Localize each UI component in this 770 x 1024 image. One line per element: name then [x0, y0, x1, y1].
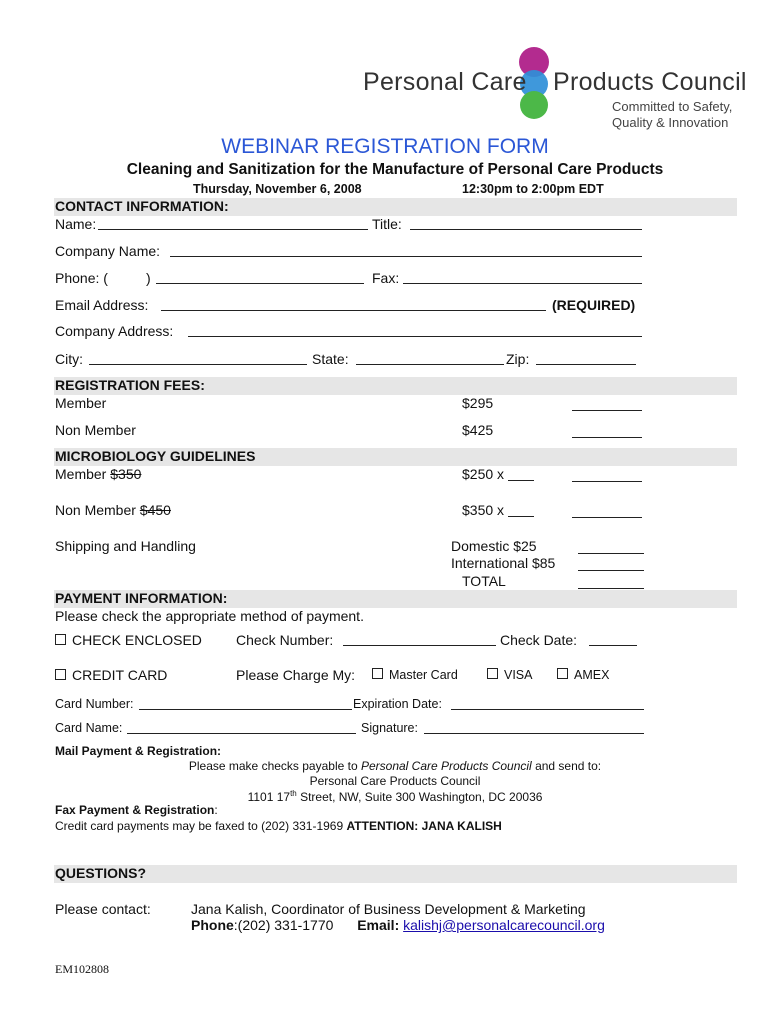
contact-heading: CONTACT INFORMATION: [55, 198, 229, 214]
mail-line-2: Personal Care Products Council [309, 774, 481, 788]
questions-band [54, 865, 737, 883]
signature-label: Signature: [361, 721, 418, 735]
form-subtitle: Cleaning and Sanitization for the Manufacture of Personal Care Products [126, 161, 664, 178]
charge-label: Please Charge My: [236, 667, 356, 683]
mail-payee: Personal Care Products Council [360, 759, 532, 773]
mastercard-option[interactable] [372, 668, 458, 682]
fax-payment-line-text: Credit card payments may be faxed to (202) 331-1969 [55, 819, 344, 833]
phone-label: Phone: ( [55, 270, 108, 286]
mail-line-1 [0, 759, 770, 773]
fees-nonmember-price: $425 [462, 422, 494, 438]
amex-checkbox[interactable] [557, 668, 568, 679]
mail-line-3-pre: 1101 17 [247, 790, 291, 804]
check-number-label: Check Number: [236, 632, 334, 648]
micro-nonmember-price: $350 x [462, 502, 505, 518]
zip-field[interactable] [536, 364, 636, 365]
visa-label: VISA [504, 668, 533, 682]
company-label: Company Name: [55, 243, 161, 259]
credit-card-checkbox[interactable] [55, 669, 66, 680]
address-label: Company Address: [55, 323, 174, 339]
city-label: City: [55, 351, 83, 367]
total-field[interactable] [578, 588, 644, 589]
logo-tagline-2: Quality & Innovation [612, 115, 729, 130]
mail-heading: Mail Payment & Registration: [55, 744, 222, 758]
fees-member-amount-field[interactable] [572, 410, 642, 411]
card-number-field[interactable] [139, 709, 352, 710]
fax-payment-line [55, 819, 502, 833]
contact-person: Jana Kalish, Coordinator of Business Development & Marketing [191, 901, 586, 917]
title-label: Title: [372, 216, 402, 232]
fax-payment-heading-colon: : [214, 803, 218, 817]
amex-label: AMEX [574, 668, 610, 682]
card-number-label: Card Number: [55, 697, 134, 711]
questions-heading: QUESTIONS? [55, 865, 147, 881]
email-field[interactable] [161, 310, 546, 311]
fees-nonmember-amount-field[interactable] [572, 437, 642, 438]
check-date-field[interactable] [589, 645, 637, 646]
card-name-field[interactable] [127, 733, 356, 734]
mail-line-3-sup: th [290, 789, 297, 798]
fax-payment-heading [55, 803, 218, 817]
micro-nonmember-old-price: $450 [139, 502, 171, 518]
shipping-international-field[interactable] [578, 570, 644, 571]
micro-member-amount-field[interactable] [572, 481, 642, 482]
state-label: State: [312, 351, 349, 367]
amex-option[interactable] [557, 668, 609, 682]
logo-tagline-1: Committed to Safety, [612, 99, 733, 114]
mastercard-label: Master Card [389, 668, 458, 682]
footer-code: EM102808 [55, 962, 109, 976]
micro-nonmember-qty-field[interactable] [508, 516, 534, 517]
expiration-label: Expiration Date: [353, 697, 442, 711]
fax-payment-heading-text: Fax Payment & Registration [55, 803, 215, 817]
fees-member-price: $295 [462, 395, 494, 411]
card-name-label: Card Name: [55, 721, 123, 735]
micro-nonmember-text: Non Member [55, 502, 136, 518]
state-field[interactable] [356, 364, 504, 365]
phone-field[interactable] [156, 283, 364, 284]
shipping-international: International $85 [451, 555, 556, 571]
credit-card-label: CREDIT CARD [72, 667, 168, 683]
form-title: WEBINAR REGISTRATION FORM [221, 135, 549, 158]
payment-heading: PAYMENT INFORMATION: [55, 590, 228, 606]
micro-member-old-price: $350 [110, 466, 142, 482]
contact-details: Phone:(202) 331-1770 Email: kalishj@personalcarecouncil.org [191, 917, 605, 933]
contact-prompt: Please contact: [55, 901, 151, 917]
shipping-domestic: Domestic $25 [451, 538, 537, 554]
fax-label: Fax: [372, 270, 400, 286]
visa-checkbox[interactable] [487, 668, 498, 679]
email-label-bold: Email [357, 917, 395, 933]
contact-phone: :(202) 331-1770 [233, 917, 334, 933]
check-enclosed-label: CHECK ENCLOSED [72, 632, 202, 648]
fees-member-label: Member [55, 395, 107, 411]
event-time: 12:30pm to 2:00pm EDT [462, 182, 604, 196]
visa-option[interactable] [487, 668, 533, 682]
name-field[interactable] [98, 229, 368, 230]
mail-line-1-post: and send to: [535, 759, 602, 773]
fax-attention: ATTENTION: JANA KALISH [346, 819, 502, 833]
company-field[interactable] [170, 256, 642, 257]
city-field[interactable] [89, 364, 307, 365]
micro-member-qty-field[interactable] [508, 480, 534, 481]
micro-member-label [55, 466, 141, 482]
expiration-field[interactable] [451, 709, 644, 710]
total-label: TOTAL [462, 573, 506, 589]
shipping-domestic-field[interactable] [578, 553, 644, 554]
micro-nonmember-amount-field[interactable] [572, 517, 642, 518]
check-enclosed-checkbox[interactable] [55, 634, 66, 645]
mail-line-3 [0, 789, 770, 804]
mail-line-3-post: Street, NW, Suite 300 Washington, DC 20036 [300, 790, 543, 804]
check-enclosed-option[interactable] [55, 632, 202, 648]
mastercard-checkbox[interactable] [372, 668, 383, 679]
credit-card-option[interactable] [55, 667, 167, 683]
signature-field[interactable] [424, 733, 644, 734]
fax-field[interactable] [403, 283, 642, 284]
event-date: Thursday, November 6, 2008 [193, 182, 362, 196]
zip-label: Zip: [506, 351, 530, 367]
micro-member-text: Member [55, 466, 107, 482]
mail-line-1-pre: Please make checks payable to [188, 759, 358, 773]
title-field[interactable] [410, 229, 642, 230]
check-date-label: Check Date: [500, 632, 578, 648]
micro-nonmember-label [55, 502, 171, 518]
fees-heading: REGISTRATION FEES: [55, 377, 205, 393]
phone-close: ) [146, 270, 151, 286]
micro-heading: MICROBIOLOGY GUIDELINES [55, 448, 256, 464]
logo-left-text: Personal Care [363, 68, 527, 96]
check-number-field[interactable] [343, 645, 496, 646]
name-label: Name: [55, 216, 97, 232]
contact-email-link[interactable]: kalishj@personalcarecouncil.org [403, 917, 605, 933]
fees-nonmember-label: Non Member [55, 422, 136, 438]
micro-member-price: $250 x [462, 466, 505, 482]
payment-instruction: Please check the appropriate method of payment. [55, 608, 364, 624]
email-label: Email Address: [55, 297, 149, 313]
address-field[interactable] [188, 336, 642, 337]
phone-label-bold: Phone [191, 917, 234, 933]
shipping-label: Shipping and Handling [55, 538, 196, 554]
logo-right-text: Products Council [553, 68, 747, 96]
email-required: (REQUIRED) [552, 297, 636, 313]
